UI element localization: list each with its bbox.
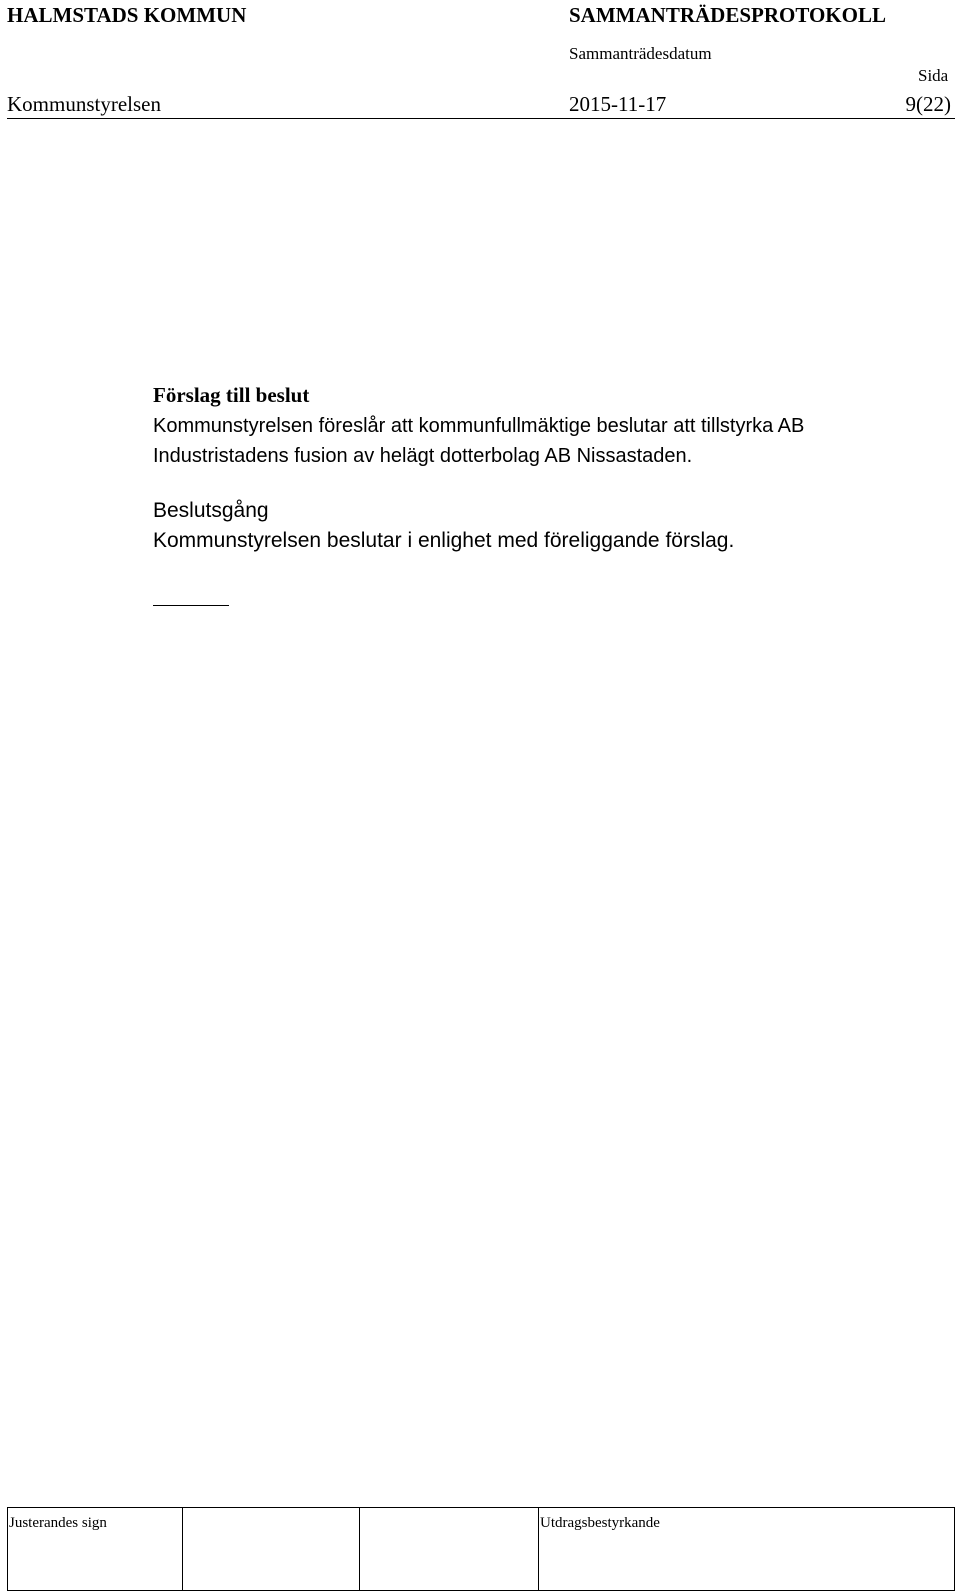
signature-cell <box>183 1508 360 1590</box>
proposal-heading: Förslag till beslut <box>153 383 310 407</box>
page-number: 9(22) <box>905 92 951 116</box>
proposal-text <box>153 411 943 471</box>
signature-table <box>7 1507 955 1591</box>
section-end-rule <box>153 605 229 606</box>
extract-certification-cell: Utdragsbestyrkande <box>540 1515 660 1531</box>
meeting-date-label: Sammanträdesdatum <box>569 44 712 63</box>
board-name: Kommunstyrelsen <box>7 92 161 116</box>
adjuster-signature-cell: Justerandes sign <box>8 1508 183 1590</box>
meeting-date: 2015-11-17 <box>569 92 667 116</box>
header-divider <box>7 118 955 119</box>
page-label: Sida <box>918 66 949 85</box>
decision-process-heading: Beslutsgång <box>153 499 269 522</box>
document-type: SAMMANTRÄDESPROTOKOLL <box>569 3 886 27</box>
proposal-line: Industristadens fusion av helägt dotterbolag AB Nissastaden. <box>153 445 693 467</box>
proposal-line: Kommunstyrelsen föreslår att kommunfullmäktige beslutar att tillstyrka AB <box>153 415 805 437</box>
decision-process-text: Kommunstyrelsen beslutar i enlighet med föreliggande förslag. <box>153 529 735 552</box>
signature-cell <box>360 1508 539 1590</box>
organization-name: HALMSTADS KOMMUN <box>7 3 247 27</box>
